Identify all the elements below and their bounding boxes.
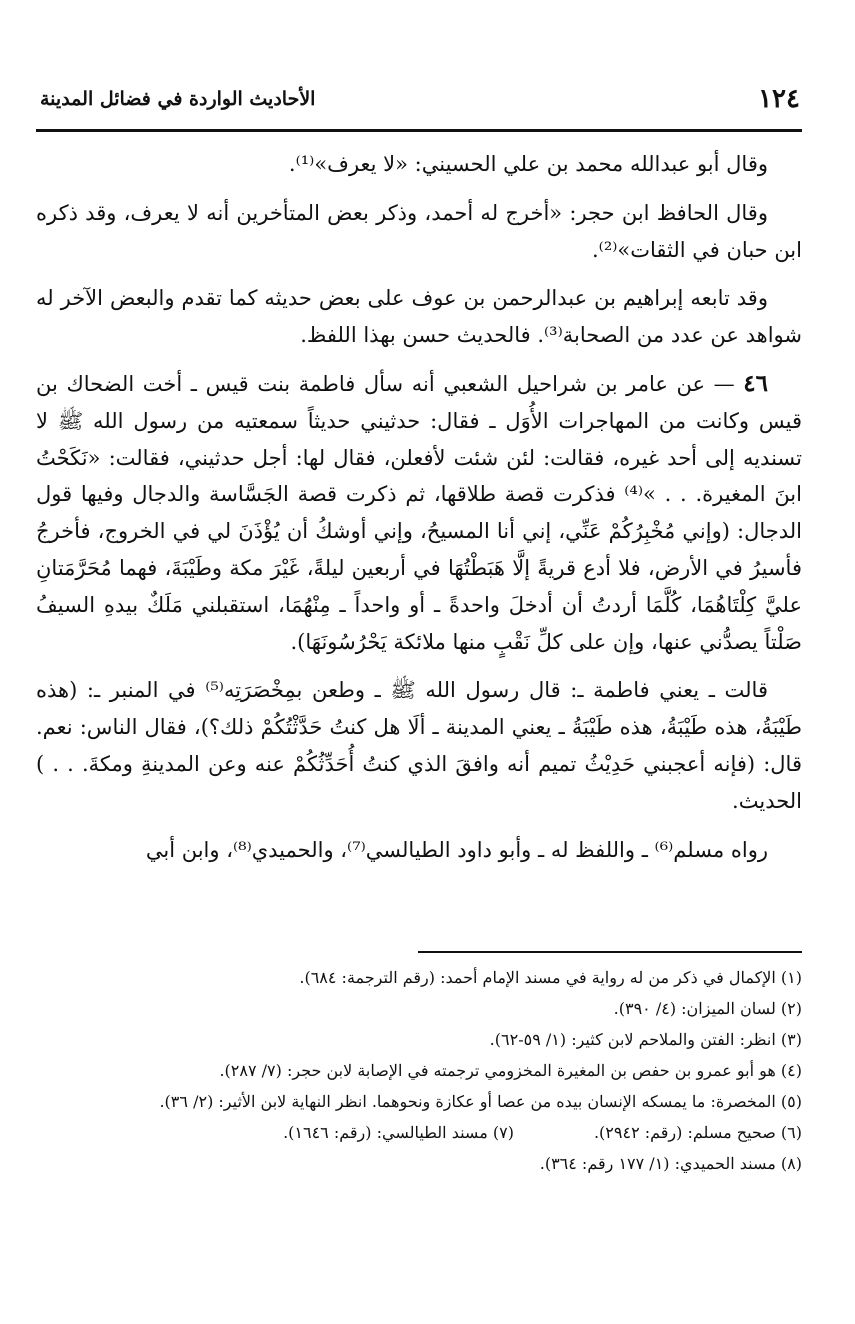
hadith-paragraph <box>36 366 802 660</box>
footnote: (٣) انظر: الفتن والملاحم لابن كثير: (١/ ٥٩-٦٢). <box>489 1030 802 1049</box>
footnote-row <box>36 1117 802 1148</box>
footnote: (٨) مسند الحميدي: (١/ ١٧٧ رقم: ٣٦٤). <box>539 1154 802 1173</box>
footnote: (٥) المخصرة: ما يمسكه الإنسان بيده من عصا أو عكازة ونحوهما. انظر النهاية لابن الأثير: (٢/ ٣٦). <box>159 1092 802 1111</box>
header-rule <box>36 129 802 132</box>
main-text <box>36 146 802 880</box>
footnote: (٧) مسند الطيالسي: (رقم: ١٦٤٦). <box>283 1123 514 1142</box>
paragraph: وقال الحافظ ابن حجر: «أخرج له أحمد، وذكر بعض المتأخرين أنه لا يعرف، وقد ذكره ابن حبان في الثقات»⁽²⁾. <box>36 200 802 262</box>
page-header <box>40 80 800 122</box>
footnote: (١) الإكمال في ذكر من له رواية في مسند الإمام أحمد: (رقم الترجمة: ٦٨٤). <box>299 968 802 987</box>
paragraph: رواه مسلم⁽⁶⁾ ـ واللفظ له ـ وأبو داود الطيالسي⁽⁷⁾، والحميدي⁽⁸⁾، وابن أبي <box>145 837 768 862</box>
hadith-text: — عن عامر بن شراحيل الشعبي أنه سأل فاطمة بنت قيس ـ أخت الضحاك بن قيس وكانت من المهاجرات الأُوَل ـ فقال: حدثيني حديثاً سمعتيه من رسول الله ﷺ لا تسنديه إلى أحد غيره، فقالت: لئن شئت لأفعلن، فقال لها: أجل حدثيني، فقالت: «نَكَحْتُ ابنَ المغيرة. . . »⁽⁴⁾ فذكرت قصة طلاقها، ثم ذكرت قصة الجَسَّاسة والدجال وفيها قول الدجال: (وإني مُخْبِرُكُمْ عَنِّي، إني أنا المسيحُ، وإني أوشكُ أن يُؤْذَنَ لي في الخروج، فأخرجُ فأسيرُ في الأرض، فلا أدع قريةً إلَّا هَبَطْتُهَا في أربعين ليلةً، غَيْرَ مكة وطَيْبَةَ، فهما مُحَرَّمَتانِ عليَّ كِلْتَاهُمَا، كُلَّمَا أردتُ أن أدخلَ واحدةً ـ أو واحداً ـ مِنْهُمَا، استقبلني مَلَكٌ بيدهِ السيفُ صَلْتاً يصدُّني عنها، وإن على كلِّ نَقْبٍ منها ملائكة يَحْرُسُونَهَا). <box>36 371 802 654</box>
footnote: (٤) هو أبو عمرو بن حفص بن المغيرة المخزومي ترجمته في الإصابة لابن حجر: (٧/ ٢٨٧). <box>219 1061 802 1080</box>
page-number: ١٢٤ <box>758 84 800 114</box>
paragraph: وقال أبو عبدالله محمد بن علي الحسيني: «لا يعرف»⁽¹⁾. <box>288 152 768 176</box>
paragraph: قالت ـ يعني فاطمة ـ: قال رسول الله ﷺ ـ وطعن بمِخْصَرَتِه⁽⁵⁾ في المنبر ـ: (هذه طَيْبَةُ، هذه طَيْبَةُ، هذه طَيْبَةُ ـ يعني المدينة ـ ألَا هل كنتُ حَدَّثْتُكُمْ ذلك؟)، فقال الناس: نعم. قال: (فإنه أعجبني حَدِيْثُ تميم أنه وافقَ الذي كنتُ أُحَدِّثُكُمْ عنه وعن المدينةِ ومكةَ. . . ) الحديث. <box>36 678 802 813</box>
footnote-rule <box>418 951 802 953</box>
footnote: (٦) صحيح مسلم: (رقم: ٢٩٤٢). <box>593 1123 802 1142</box>
footnote: (٢) لسان الميزان: (٤/ ٣٩٠). <box>613 999 802 1018</box>
running-title: الأحاديث الواردة في فضائل المدينة <box>40 88 316 110</box>
footnotes <box>36 962 802 1179</box>
hadith-number: ٤٦ <box>743 369 768 397</box>
paragraph: وقد تابعه إبراهيم بن عبدالرحمن بن عوف على بعض حديثه كما تقدم والبعض الآخر له شواهد عن عدد من الصحابة⁽³⁾. فالحديث حسن بهذا اللفظ. <box>36 286 802 348</box>
